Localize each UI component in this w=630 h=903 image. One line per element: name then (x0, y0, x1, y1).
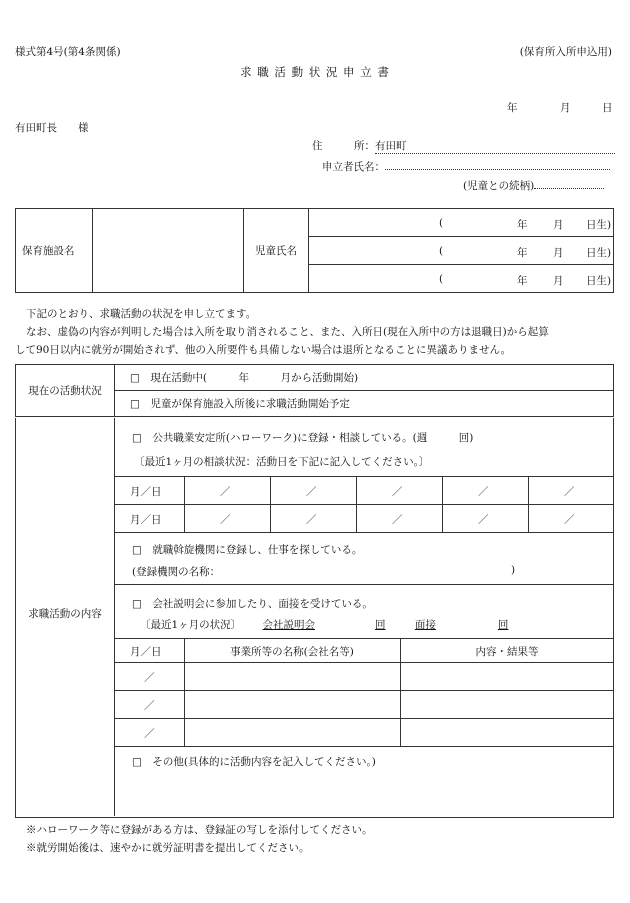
company-option[interactable]: □ 会社説明会に参加したり、面接を受けている。 (132, 598, 373, 610)
date-day: 日 (602, 102, 613, 114)
page-title: 求 職 活 動 状 況 申 立 書 (240, 65, 390, 79)
child-name-label: 児童氏名 (244, 209, 309, 293)
date-cell[interactable]: ／ (478, 486, 489, 498)
child-row-1[interactable]: ( 年 月 日生) (309, 209, 614, 237)
current-status-table (15, 364, 614, 417)
date-month: 月 (560, 102, 571, 114)
hellowork-note: 〔最近1ヶ月の相談状況：活動日を下記に記入してください。〕 (134, 456, 430, 468)
current-status-option-active[interactable]: □ 現在活動中( 年 月から活動開始) (115, 365, 614, 391)
other-option[interactable]: □ その他(具体的に活動内容を記入してください。) (132, 756, 376, 768)
agency-option[interactable]: □ 就職斡旋機関に登録し、仕事を探している。 (132, 544, 363, 556)
facility-label: 保育施設名 (16, 209, 93, 293)
current-status-label: 現在の活動状況 (16, 365, 115, 417)
facility-field[interactable] (93, 209, 244, 293)
interview-date-cell[interactable]: ／ (144, 672, 155, 684)
divider (114, 584, 614, 585)
child-row-2[interactable]: ( 年 月 日生) (309, 237, 614, 265)
interview-date-cell[interactable]: ／ (144, 700, 155, 712)
recent-status: 〔最近1ヶ月の状況〕 会社説明会 回 面接 回 (140, 619, 509, 631)
briefing-count[interactable]: 会社説明会 回 (262, 619, 386, 631)
activity-label: 求職活動の内容 (28, 608, 102, 620)
hellowork-option[interactable]: □ 公共職業安定所(ハローワーク)に登録・相談している。(週 回) (132, 432, 474, 444)
md-label-row-2: 月／日 (130, 514, 162, 526)
date-cell[interactable]: ／ (392, 486, 403, 498)
current-status-option-planned[interactable]: □ 児童が保育施設入所後に求職活動開始予定 (115, 391, 614, 417)
date-cell[interactable]: ／ (220, 514, 231, 526)
note-2: ※就労開始後は、速やかに就労証明書を提出してください。 (26, 842, 310, 854)
date-cell[interactable]: ／ (392, 514, 403, 526)
col-date: 月／日 (130, 646, 162, 658)
applicant-field[interactable] (385, 157, 610, 170)
children-table (15, 208, 614, 293)
address-label: 住 所： (312, 140, 375, 152)
date-year: 年 (507, 102, 518, 114)
agency-name-close: ) (511, 564, 516, 576)
relation-field[interactable] (534, 176, 604, 189)
relation-row (463, 176, 604, 193)
agency-name-label: (登録機関の名称： (132, 566, 221, 578)
address-field[interactable] (375, 138, 615, 154)
form-type: (保育所入所申込用) (519, 46, 612, 58)
statement-line-2: なお、虚偽の内容が判明した場合は入所を取り消されること、また、入所日(現在入所中の方は退職日)から起算 (26, 326, 549, 338)
applicant-label: 申立者氏名： (322, 161, 385, 173)
applicant-row (322, 157, 610, 174)
statement-line-1: 下記のとおり、求職活動の状況を申し立てます。 (26, 308, 257, 320)
interview-count[interactable]: 面接 回 (414, 619, 509, 631)
date-cell[interactable]: ／ (564, 486, 575, 498)
date-cell[interactable]: ／ (306, 514, 317, 526)
address-row (312, 138, 615, 154)
interview-date-cell[interactable]: ／ (144, 728, 155, 740)
form-number: 様式第4号(第4条関係) (15, 46, 121, 58)
addressee: 有田町長 様 (15, 122, 89, 134)
note-1: ※ハローワーク等に登録がある方は、登録証の写しを添付してください。 (26, 824, 373, 836)
date-cell[interactable]: ／ (478, 514, 489, 526)
date-cell[interactable]: ／ (564, 514, 575, 526)
date-cell[interactable]: ／ (306, 486, 317, 498)
activity-section (15, 418, 614, 818)
col-result: 内容・結果等 (475, 646, 539, 658)
date-cell[interactable]: ／ (220, 486, 231, 498)
relation-label: (児童との続柄) (463, 180, 535, 192)
consult-date-grid (114, 476, 614, 532)
interview-grid (114, 638, 614, 748)
address-value: 有田町 (375, 140, 407, 152)
col-company: 事業所等の名称(会社名等) (230, 646, 354, 658)
child-row-3[interactable]: ( 年 月 日生) (309, 265, 614, 293)
statement-line-3: して90日以内に就労が開始されず、他の入所要件も具備しない場合は退所となることに異議ありません。 (15, 344, 512, 356)
md-label-row-1: 月／日 (130, 486, 162, 498)
